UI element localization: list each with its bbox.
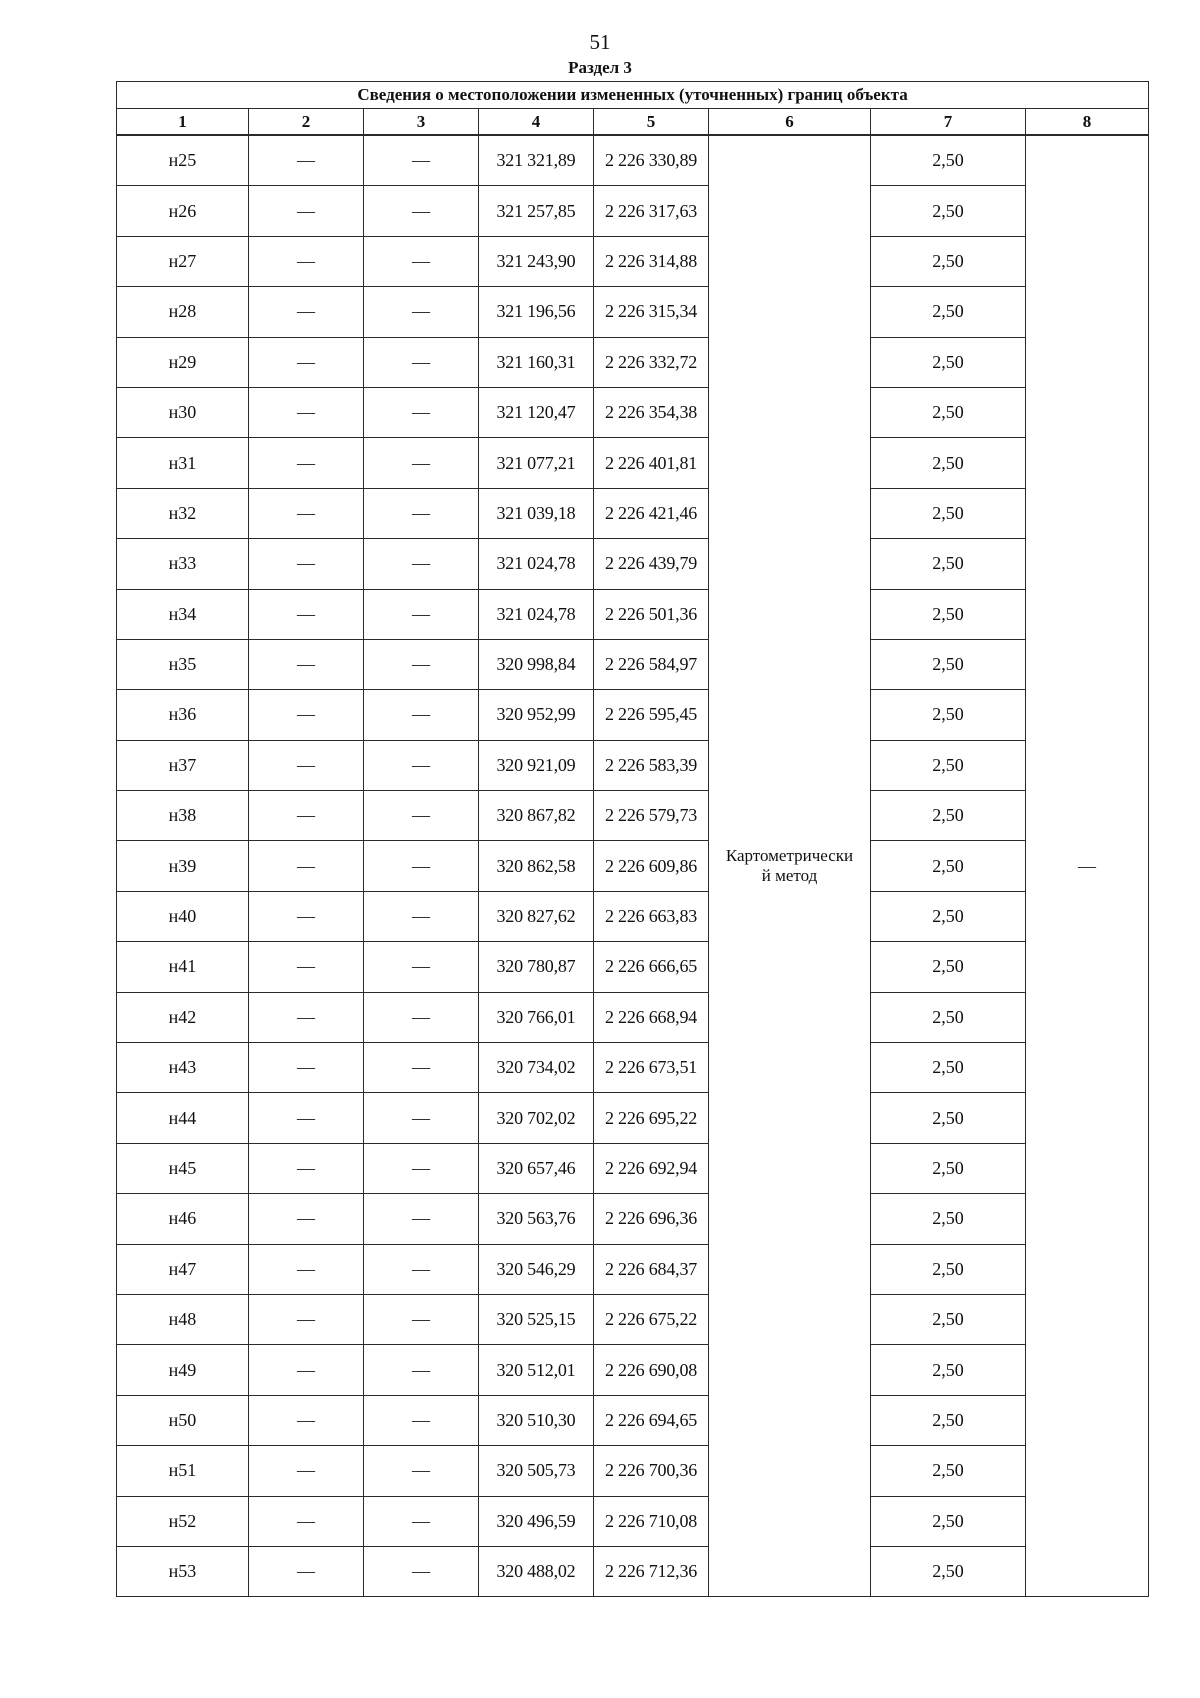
old-y-cell: — xyxy=(364,539,479,589)
new-y-cell: 2 226 690,08 xyxy=(594,1345,709,1395)
point-name-cell: н47 xyxy=(117,1244,249,1294)
table-row xyxy=(117,337,1149,387)
new-x-cell: 320 657,46 xyxy=(479,1143,594,1193)
old-x-cell: — xyxy=(249,1446,364,1496)
point-name-cell: н42 xyxy=(117,992,249,1042)
boundary-coordinates-table xyxy=(116,81,1149,1597)
old-x-cell: — xyxy=(249,438,364,488)
table-row xyxy=(117,236,1149,286)
table-row xyxy=(117,740,1149,790)
new-y-cell: 2 226 692,94 xyxy=(594,1143,709,1193)
precision-cell: 2,50 xyxy=(871,287,1026,337)
point-name-cell: н50 xyxy=(117,1395,249,1445)
point-name-cell: н38 xyxy=(117,791,249,841)
new-y-cell: 2 226 675,22 xyxy=(594,1294,709,1344)
table-row xyxy=(117,841,1149,891)
new-x-cell: 320 766,01 xyxy=(479,992,594,1042)
old-y-cell: — xyxy=(364,1345,479,1395)
column-header-2: 2 xyxy=(249,109,364,136)
old-x-cell: — xyxy=(249,186,364,236)
old-y-cell: — xyxy=(364,488,479,538)
precision-cell: 2,50 xyxy=(871,1294,1026,1344)
table-row xyxy=(117,539,1149,589)
new-x-cell: 320 510,30 xyxy=(479,1395,594,1445)
old-y-cell: — xyxy=(364,1043,479,1093)
table-row xyxy=(117,287,1149,337)
precision-cell: 2,50 xyxy=(871,1345,1026,1395)
new-x-cell: 321 257,85 xyxy=(479,186,594,236)
new-x-cell: 320 512,01 xyxy=(479,1345,594,1395)
table-row xyxy=(117,1294,1149,1344)
table-row xyxy=(117,1143,1149,1193)
old-x-cell: — xyxy=(249,690,364,740)
new-y-cell: 2 226 439,79 xyxy=(594,539,709,589)
point-name-cell: н52 xyxy=(117,1496,249,1546)
point-name-cell: н46 xyxy=(117,1194,249,1244)
precision-cell: 2,50 xyxy=(871,690,1026,740)
old-x-cell: — xyxy=(249,1294,364,1344)
table-row xyxy=(117,1345,1149,1395)
new-y-cell: 2 226 695,22 xyxy=(594,1093,709,1143)
old-x-cell: — xyxy=(249,387,364,437)
new-y-cell: 2 226 317,63 xyxy=(594,186,709,236)
old-x-cell: — xyxy=(249,1043,364,1093)
old-y-cell: — xyxy=(364,992,479,1042)
old-y-cell: — xyxy=(364,589,479,639)
new-x-cell: 320 546,29 xyxy=(479,1244,594,1294)
old-x-cell: — xyxy=(249,135,364,186)
table-caption-row xyxy=(117,82,1149,109)
new-x-cell: 321 024,78 xyxy=(479,589,594,639)
new-x-cell: 321 077,21 xyxy=(479,438,594,488)
column-header-4: 4 xyxy=(479,109,594,136)
table-row xyxy=(117,135,1149,186)
old-x-cell: — xyxy=(249,740,364,790)
new-y-cell: 2 226 315,34 xyxy=(594,287,709,337)
new-y-cell: 2 226 666,65 xyxy=(594,942,709,992)
column-header-1: 1 xyxy=(117,109,249,136)
old-y-cell: — xyxy=(364,287,479,337)
old-x-cell: — xyxy=(249,1345,364,1395)
old-x-cell: — xyxy=(249,992,364,1042)
precision-cell: 2,50 xyxy=(871,1446,1026,1496)
old-y-cell: — xyxy=(364,387,479,437)
table-row xyxy=(117,1244,1149,1294)
new-y-cell: 2 226 421,46 xyxy=(594,488,709,538)
new-y-cell: 2 226 663,83 xyxy=(594,891,709,941)
table-row xyxy=(117,589,1149,639)
old-x-cell: — xyxy=(249,1244,364,1294)
new-y-cell: 2 226 673,51 xyxy=(594,1043,709,1093)
point-name-cell: н51 xyxy=(117,1446,249,1496)
table-row xyxy=(117,992,1149,1042)
column-number-row xyxy=(117,109,1149,136)
old-x-cell: — xyxy=(249,891,364,941)
description-cell: — xyxy=(1026,135,1149,1597)
new-x-cell: 321 120,47 xyxy=(479,387,594,437)
new-y-cell: 2 226 501,36 xyxy=(594,589,709,639)
new-y-cell: 2 226 712,36 xyxy=(594,1546,709,1596)
new-x-cell: 320 867,82 xyxy=(479,791,594,841)
column-header-8: 8 xyxy=(1026,109,1149,136)
new-y-cell: 2 226 332,72 xyxy=(594,337,709,387)
new-x-cell: 320 702,02 xyxy=(479,1093,594,1143)
new-y-cell: 2 226 700,36 xyxy=(594,1446,709,1496)
point-name-cell: н30 xyxy=(117,387,249,437)
new-x-cell: 320 998,84 xyxy=(479,639,594,689)
point-name-cell: н37 xyxy=(117,740,249,790)
table-row xyxy=(117,791,1149,841)
precision-cell: 2,50 xyxy=(871,639,1026,689)
old-y-cell: — xyxy=(364,1294,479,1344)
table-row xyxy=(117,1446,1149,1496)
old-x-cell: — xyxy=(249,1496,364,1546)
old-y-cell: — xyxy=(364,1446,479,1496)
precision-cell: 2,50 xyxy=(871,1194,1026,1244)
point-name-cell: н39 xyxy=(117,841,249,891)
new-y-cell: 2 226 330,89 xyxy=(594,135,709,186)
new-x-cell: 320 525,15 xyxy=(479,1294,594,1344)
precision-cell: 2,50 xyxy=(871,488,1026,538)
new-x-cell: 320 780,87 xyxy=(479,942,594,992)
old-x-cell: — xyxy=(249,639,364,689)
table-row xyxy=(117,488,1149,538)
old-y-cell: — xyxy=(364,1194,479,1244)
precision-cell: 2,50 xyxy=(871,841,1026,891)
old-x-cell: — xyxy=(249,539,364,589)
precision-cell: 2,50 xyxy=(871,1496,1026,1546)
precision-cell: 2,50 xyxy=(871,135,1026,186)
point-name-cell: н41 xyxy=(117,942,249,992)
new-x-cell: 320 827,62 xyxy=(479,891,594,941)
table-row xyxy=(117,891,1149,941)
column-header-7: 7 xyxy=(871,109,1026,136)
new-x-cell: 321 024,78 xyxy=(479,539,594,589)
precision-cell: 2,50 xyxy=(871,337,1026,387)
precision-cell: 2,50 xyxy=(871,1043,1026,1093)
precision-cell: 2,50 xyxy=(871,186,1026,236)
precision-cell: 2,50 xyxy=(871,740,1026,790)
new-x-cell: 320 921,09 xyxy=(479,740,594,790)
precision-cell: 2,50 xyxy=(871,992,1026,1042)
old-y-cell: — xyxy=(364,236,479,286)
point-name-cell: н35 xyxy=(117,639,249,689)
table-row xyxy=(117,1093,1149,1143)
point-name-cell: н28 xyxy=(117,287,249,337)
old-y-cell: — xyxy=(364,740,479,790)
precision-cell: 2,50 xyxy=(871,589,1026,639)
point-name-cell: н25 xyxy=(117,135,249,186)
precision-cell: 2,50 xyxy=(871,236,1026,286)
precision-cell: 2,50 xyxy=(871,1244,1026,1294)
precision-cell: 2,50 xyxy=(871,1093,1026,1143)
old-y-cell: — xyxy=(364,891,479,941)
old-x-cell: — xyxy=(249,337,364,387)
old-x-cell: — xyxy=(249,1546,364,1596)
precision-cell: 2,50 xyxy=(871,1546,1026,1596)
old-x-cell: — xyxy=(249,841,364,891)
old-y-cell: — xyxy=(364,1143,479,1193)
table-row xyxy=(117,942,1149,992)
old-y-cell: — xyxy=(364,135,479,186)
point-name-cell: н34 xyxy=(117,589,249,639)
column-header-3: 3 xyxy=(364,109,479,136)
new-x-cell: 321 039,18 xyxy=(479,488,594,538)
precision-cell: 2,50 xyxy=(871,942,1026,992)
old-y-cell: — xyxy=(364,942,479,992)
table-row xyxy=(117,1546,1149,1596)
new-y-cell: 2 226 584,97 xyxy=(594,639,709,689)
new-y-cell: 2 226 609,86 xyxy=(594,841,709,891)
point-name-cell: н32 xyxy=(117,488,249,538)
old-y-cell: — xyxy=(364,1496,479,1546)
method-cell xyxy=(709,135,871,1597)
table-row xyxy=(117,438,1149,488)
column-header-5: 5 xyxy=(594,109,709,136)
old-y-cell: — xyxy=(364,841,479,891)
old-x-cell: — xyxy=(249,1194,364,1244)
point-name-cell: н31 xyxy=(117,438,249,488)
point-name-cell: н29 xyxy=(117,337,249,387)
section-title: Раздел 3 xyxy=(568,58,632,77)
new-x-cell: 320 563,76 xyxy=(479,1194,594,1244)
new-x-cell: 320 734,02 xyxy=(479,1043,594,1093)
precision-cell: 2,50 xyxy=(871,387,1026,437)
new-y-cell: 2 226 354,38 xyxy=(594,387,709,437)
precision-cell: 2,50 xyxy=(871,1143,1026,1193)
precision-cell: 2,50 xyxy=(871,539,1026,589)
precision-cell: 2,50 xyxy=(871,891,1026,941)
point-name-cell: н40 xyxy=(117,891,249,941)
new-y-cell: 2 226 668,94 xyxy=(594,992,709,1042)
old-y-cell: — xyxy=(364,186,479,236)
page-number: 51 xyxy=(589,30,611,54)
method-text-line-2: й метод xyxy=(761,866,818,886)
old-x-cell: — xyxy=(249,236,364,286)
table-row xyxy=(117,186,1149,236)
new-y-cell: 2 226 710,08 xyxy=(594,1496,709,1546)
precision-cell: 2,50 xyxy=(871,438,1026,488)
old-y-cell: — xyxy=(364,1395,479,1445)
point-name-cell: н53 xyxy=(117,1546,249,1596)
old-y-cell: — xyxy=(364,1244,479,1294)
precision-cell: 2,50 xyxy=(871,1395,1026,1445)
precision-cell: 2,50 xyxy=(871,791,1026,841)
new-x-cell: 320 952,99 xyxy=(479,690,594,740)
point-name-cell: н43 xyxy=(117,1043,249,1093)
new-x-cell: 320 496,59 xyxy=(479,1496,594,1546)
old-x-cell: — xyxy=(249,942,364,992)
table-caption: Сведения о местоположении измененных (уточненных) границ объекта xyxy=(117,82,1149,109)
old-x-cell: — xyxy=(249,1143,364,1193)
new-x-cell: 321 196,56 xyxy=(479,287,594,337)
new-y-cell: 2 226 401,81 xyxy=(594,438,709,488)
new-x-cell: 320 505,73 xyxy=(479,1446,594,1496)
point-name-cell: н27 xyxy=(117,236,249,286)
old-x-cell: — xyxy=(249,791,364,841)
old-x-cell: — xyxy=(249,1093,364,1143)
old-y-cell: — xyxy=(364,1093,479,1143)
new-x-cell: 320 488,02 xyxy=(479,1546,594,1596)
table-row xyxy=(117,1496,1149,1546)
point-name-cell: н48 xyxy=(117,1294,249,1344)
point-name-cell: н44 xyxy=(117,1093,249,1143)
point-name-cell: н33 xyxy=(117,539,249,589)
table-row xyxy=(117,1194,1149,1244)
old-y-cell: — xyxy=(364,1546,479,1596)
new-y-cell: 2 226 694,65 xyxy=(594,1395,709,1445)
old-y-cell: — xyxy=(364,690,479,740)
old-y-cell: — xyxy=(364,438,479,488)
table-row xyxy=(117,1395,1149,1445)
new-y-cell: 2 226 684,37 xyxy=(594,1244,709,1294)
new-y-cell: 2 226 579,73 xyxy=(594,791,709,841)
new-y-cell: 2 226 314,88 xyxy=(594,236,709,286)
column-header-6: 6 xyxy=(709,109,871,136)
old-y-cell: — xyxy=(364,337,479,387)
point-name-cell: н49 xyxy=(117,1345,249,1395)
table-row xyxy=(117,639,1149,689)
table-row xyxy=(117,1043,1149,1093)
new-x-cell: 321 321,89 xyxy=(479,135,594,186)
table-row xyxy=(117,387,1149,437)
method-text-line-1: Картометрически xyxy=(725,846,854,866)
table-row xyxy=(117,690,1149,740)
old-x-cell: — xyxy=(249,589,364,639)
new-x-cell: 320 862,58 xyxy=(479,841,594,891)
new-x-cell: 321 243,90 xyxy=(479,236,594,286)
old-x-cell: — xyxy=(249,1395,364,1445)
point-name-cell: н45 xyxy=(117,1143,249,1193)
old-x-cell: — xyxy=(249,488,364,538)
old-y-cell: — xyxy=(364,791,479,841)
new-y-cell: 2 226 595,45 xyxy=(594,690,709,740)
new-y-cell: 2 226 696,36 xyxy=(594,1194,709,1244)
new-y-cell: 2 226 583,39 xyxy=(594,740,709,790)
old-y-cell: — xyxy=(364,639,479,689)
new-x-cell: 321 160,31 xyxy=(479,337,594,387)
old-x-cell: — xyxy=(249,287,364,337)
point-name-cell: н36 xyxy=(117,690,249,740)
point-name-cell: н26 xyxy=(117,186,249,236)
